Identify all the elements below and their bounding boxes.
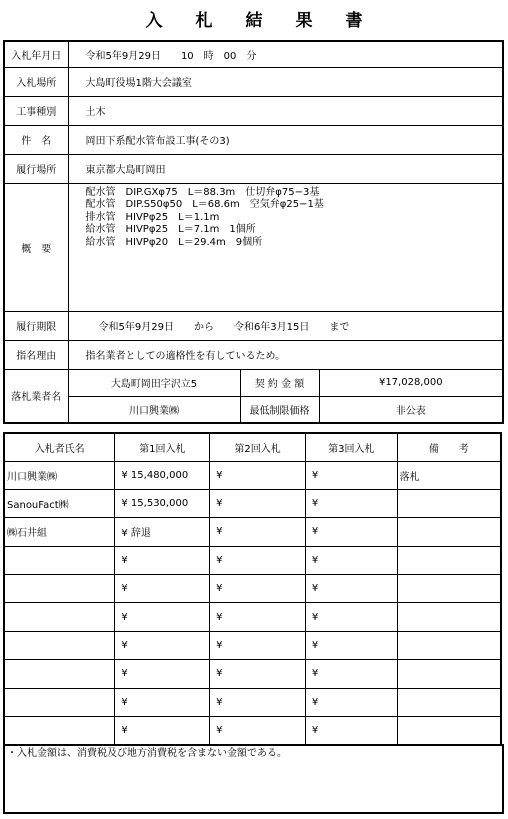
- min-price-value: 非公表: [319, 396, 503, 423]
- round2-amount: ¥: [210, 575, 306, 603]
- bid-info-table: [3, 40, 504, 424]
- date-label: 入札年月日: [4, 41, 68, 67]
- round1-amount: ¥: [115, 660, 210, 688]
- remarks: [397, 546, 501, 574]
- round3-amount: ¥: [305, 546, 397, 574]
- remarks: [397, 660, 501, 688]
- title-char: 結: [245, 11, 263, 31]
- header-round3: 第3回入札: [305, 433, 397, 461]
- remarks: [397, 688, 501, 716]
- contract-label: 契 約 金 額: [240, 369, 319, 396]
- table-row: [4, 489, 501, 517]
- round3-amount: ¥: [305, 631, 397, 659]
- round2-amount: ¥: [210, 631, 306, 659]
- header-remarks: 備 考: [397, 433, 501, 461]
- bidder-name: [4, 603, 115, 631]
- remarks: [397, 717, 501, 745]
- site-value: 東京都大島町岡田: [68, 154, 503, 183]
- remarks: [397, 518, 501, 546]
- round2-amount: ¥: [210, 603, 306, 631]
- remarks: [397, 631, 501, 659]
- period-label: 履行期限: [4, 311, 68, 340]
- remarks: 落札: [397, 461, 501, 489]
- table-row: [4, 575, 501, 603]
- round1-amount: ¥ 15,530,000: [115, 489, 210, 517]
- winner-label: 落札業者名: [4, 369, 68, 423]
- round2-amount: ¥: [210, 717, 306, 745]
- overview-line: 配水管 DIP.GXφ75 L＝88.3m 仕切弁φ75−3基: [85, 186, 320, 198]
- round1-amount: ¥: [115, 631, 210, 659]
- bidder-name: [4, 688, 115, 716]
- min-price-label: 最低制限価格: [240, 396, 319, 423]
- round3-amount: ¥: [305, 717, 397, 745]
- type-value: 土木: [68, 96, 503, 125]
- round2-amount: ¥: [210, 489, 306, 517]
- site-label: 履行場所: [4, 154, 68, 183]
- overview-line: 排水管 HIVPφ25 L＝1.1m: [85, 211, 220, 223]
- round1-amount: ¥: [115, 717, 210, 745]
- table-row: [4, 631, 501, 659]
- place-label: 入札場所: [4, 67, 68, 96]
- round2-amount: ¥: [210, 518, 306, 546]
- name-label: 件 名: [4, 125, 68, 154]
- period-value: 令和5年9月29日 から 令和6年3月15日 まで: [68, 311, 503, 340]
- overview-line: 給水管 HIVPφ20 L＝29.4m 9個所: [85, 236, 263, 248]
- header-bidder: 入札者氏名: [4, 433, 115, 461]
- bid-results-table: [3, 432, 502, 746]
- remarks: [397, 575, 501, 603]
- footnote: ・入札金額は、消費税及び地方消費税を含まない金額である。: [3, 744, 504, 814]
- table-row: [4, 688, 501, 716]
- reason-value: 指名業者としての適格性を有しているため。: [68, 340, 503, 369]
- round3-amount: ¥: [305, 518, 397, 546]
- round3-amount: ¥: [305, 489, 397, 517]
- round1-amount: ¥ 辞退: [115, 518, 210, 546]
- place-value: 大島町役場1階大会議室: [68, 67, 503, 96]
- round2-amount: ¥: [210, 660, 306, 688]
- title-char: 書: [345, 11, 363, 31]
- title-char: 果: [295, 11, 313, 31]
- round3-amount: ¥: [305, 461, 397, 489]
- round2-amount: ¥: [210, 688, 306, 716]
- bidder-name: SanouFact㈱: [4, 489, 115, 517]
- document-title: [0, 6, 508, 31]
- overview-line: 配水管 DIP.S50φ50 L＝68.6m 空気弁φ25−1基: [85, 199, 324, 210]
- winner-name: 川口興業㈱: [68, 396, 240, 423]
- reason-label: 指名理由: [4, 340, 68, 369]
- header-round2: 第2回入札: [210, 433, 306, 461]
- bidder-name: [4, 575, 115, 603]
- name-value: 岡田下系配水管布設工事(その3): [68, 125, 503, 154]
- bidder-name: [4, 660, 115, 688]
- remarks: [397, 603, 501, 631]
- bidder-name: [4, 717, 115, 745]
- bidder-name: 川口興業㈱: [4, 461, 115, 489]
- round3-amount: ¥: [305, 688, 397, 716]
- round3-amount: ¥: [305, 660, 397, 688]
- type-label: 工事種別: [4, 96, 68, 125]
- contract-value: ¥17,028,000: [319, 369, 503, 396]
- round1-amount: ¥: [115, 575, 210, 603]
- overview-line: 給水管 HIVPφ25 L＝7.1m 1個所: [85, 224, 256, 235]
- table-row: [4, 518, 501, 546]
- round3-amount: ¥: [305, 603, 397, 631]
- table-row: [4, 546, 501, 574]
- title-char: 入: [145, 11, 163, 31]
- bidder-name: [4, 546, 115, 574]
- title-char: 札: [195, 11, 213, 31]
- table-row: [4, 660, 501, 688]
- overview-value: [68, 183, 503, 311]
- round2-amount: ¥: [210, 461, 306, 489]
- table-row: [4, 461, 501, 489]
- round1-amount: ¥ 15,480,000: [115, 461, 210, 489]
- overview-label: 概 要: [4, 183, 68, 311]
- table-row: [4, 717, 501, 745]
- round1-amount: ¥: [115, 688, 210, 716]
- round1-amount: ¥: [115, 603, 210, 631]
- round1-amount: ¥: [115, 546, 210, 574]
- header-round1: 第1回入札: [115, 433, 210, 461]
- round2-amount: ¥: [210, 546, 306, 574]
- bidder-name: ㈱石井組: [4, 518, 115, 546]
- date-value: 令和5年9月29日 10 時 00 分: [68, 41, 503, 67]
- bidder-name: [4, 631, 115, 659]
- table-row: [4, 603, 501, 631]
- round3-amount: ¥: [305, 575, 397, 603]
- remarks: [397, 489, 501, 517]
- winner-address: 大島町岡田字沢立5: [68, 369, 240, 396]
